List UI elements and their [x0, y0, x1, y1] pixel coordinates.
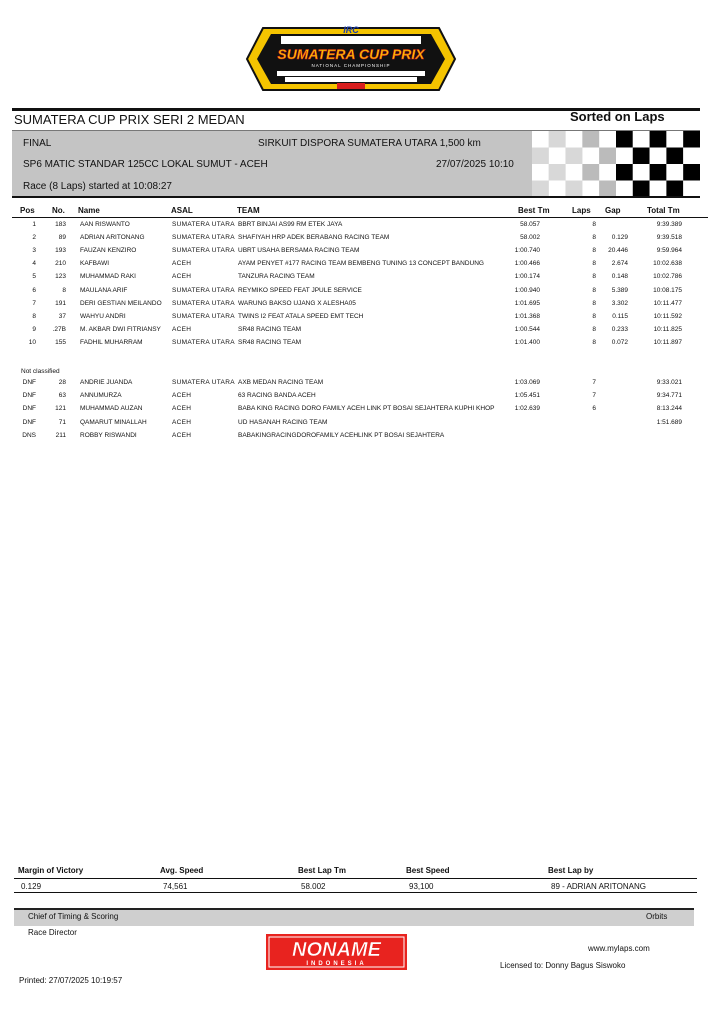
cell-total-tm: 10:02.786: [653, 273, 682, 281]
cell-asal: SUMATERA UTARA: [172, 234, 235, 242]
cell-total-tm: 10:11.825: [653, 325, 682, 333]
cell-no: 123: [55, 273, 66, 281]
mylaps-link[interactable]: www.mylaps.com: [588, 944, 650, 953]
cell-total-tm: 9:34.771: [656, 392, 682, 400]
event-title: SUMATERA CUP PRIX SERI 2 MEDAN: [14, 112, 245, 127]
margin-value: 0.129: [21, 882, 42, 891]
cell-name: KAFBAWI: [80, 260, 110, 268]
cell-best-tm: 1:05.451: [514, 392, 540, 400]
cell-pos: 6: [32, 286, 36, 294]
cell-name: MUHAMMAD RAKI: [80, 273, 136, 281]
cell-asal: ACEH: [172, 405, 192, 413]
cell-no: 8: [62, 286, 66, 294]
cell-asal: SUMATERA UTARA: [172, 379, 235, 386]
cell-gap: 2.674: [611, 260, 628, 268]
cell-asal: ACEH: [172, 273, 192, 281]
table-row: [0, 339, 721, 352]
band-bottom-line: [12, 196, 700, 198]
cell-pos: 8: [32, 312, 36, 320]
cell-name: QAMARUT MINALLAH: [80, 418, 147, 426]
col-no: No.: [52, 206, 65, 215]
cell-pos: 5: [32, 273, 36, 281]
race-info: Race (8 Laps) started at 10:08:27: [23, 181, 172, 192]
cell-total-tm: 10:11.477: [653, 299, 682, 307]
table-row: [0, 247, 721, 260]
table-row: [0, 379, 721, 392]
cell-laps: 8: [592, 247, 596, 255]
cell-no: .27B: [52, 325, 66, 333]
cell-asal: ACEH: [172, 392, 192, 400]
summary-rule-top: [14, 878, 697, 879]
table-row: [0, 432, 721, 445]
cell-laps: 7: [592, 392, 596, 400]
svg-text:INDONESIA: INDONESIA: [306, 961, 367, 967]
cell-best-tm: 1:00.940: [514, 286, 540, 294]
licensed-to: Licensed to: Donny Bagus Siswoko: [500, 961, 626, 970]
best-lap-tm-label: Best Lap Tm: [298, 866, 347, 875]
cell-name: M. AKBAR DWI FITRIANSY: [80, 325, 161, 333]
cell-pos: DNF: [22, 418, 36, 426]
cell-pos: 2: [32, 234, 36, 242]
cell-name: DERI GESTIAN MEILANDO: [80, 299, 162, 307]
cell-name: MUHAMMAD AUZAN: [80, 405, 143, 413]
chief-of-timing-label: Chief of Timing & Scoring: [28, 912, 119, 921]
cell-team: AYAM PENYET #177 RACING TEAM BEMBENG TUNING 13 CONCEPT BANDUNG: [238, 260, 484, 268]
cell-laps: 6: [592, 405, 596, 413]
cell-asal: SUMATERA UTARA: [172, 221, 235, 228]
cell-gap: 0.115: [612, 312, 628, 320]
cell-best-tm: 58.002: [520, 234, 540, 242]
cell-total-tm: 8:13.244: [656, 405, 682, 413]
cell-pos: 4: [32, 260, 36, 268]
cell-best-tm: 1:00.466: [514, 260, 540, 268]
table-row: [0, 221, 721, 234]
cell-gap: 5.389: [611, 286, 628, 294]
cell-no: 191: [55, 299, 66, 307]
cell-name: WAHYU ANDRI: [80, 312, 126, 320]
checkered-flag-icon: [532, 131, 700, 197]
cell-pos: DNF: [22, 405, 36, 413]
cell-team: BBRT BINJAI AS99 RM ETEK JAYA: [238, 221, 343, 228]
cell-no: 89: [58, 234, 66, 242]
cell-total-tm: 9:59.964: [656, 247, 682, 255]
cell-laps: 8: [592, 273, 596, 281]
circuit-label: SIRKUIT DISPORA SUMATERA UTARA 1,500 km: [258, 138, 481, 149]
cell-team: SR48 RACING TEAM: [238, 338, 302, 346]
cell-best-tm: 1:00.174: [514, 273, 540, 281]
cell-name: MAULANA ARIF: [80, 286, 128, 294]
cell-pos: 10: [28, 338, 36, 346]
avg-speed-value: 74,561: [163, 882, 188, 891]
cell-laps: 8: [592, 312, 596, 320]
cell-team: TWINS I2 FEAT ATALA SPEED EMT TECH: [238, 312, 364, 320]
cell-pos: DNS: [22, 431, 36, 439]
table-row: [0, 300, 721, 313]
cell-team: UD HASANAH RACING TEAM: [238, 418, 328, 426]
cell-gap: 0.233: [611, 325, 628, 333]
svg-text:NATIONAL CHAMPIONSHIP: NATIONAL CHAMPIONSHIP: [311, 63, 391, 68]
table-row: [0, 260, 721, 273]
table-row: [0, 392, 721, 405]
table-row: [0, 326, 721, 339]
orbits-label: Orbits: [646, 912, 668, 921]
cell-total-tm: 1:51.689: [656, 418, 682, 426]
cell-asal: SUMATERA UTARA: [172, 247, 235, 255]
best-speed-value: 93,100: [409, 882, 434, 891]
cell-best-tm: 1:01.368: [514, 312, 540, 320]
cell-best-tm: 1:01.400: [514, 338, 540, 346]
noname-indonesia-logo: [266, 934, 407, 970]
cell-asal: ACEH: [172, 418, 192, 426]
cell-best-tm: 58.057: [520, 221, 540, 228]
cell-laps: 8: [592, 338, 596, 346]
cell-asal: ACEH: [172, 260, 192, 268]
col-gap: Gap: [605, 206, 621, 215]
cell-team: SR48 RACING TEAM: [238, 325, 302, 333]
table-row: [0, 234, 721, 247]
cell-pos: 7: [32, 299, 36, 307]
col-team: TEAM: [237, 206, 260, 215]
cell-no: 210: [55, 260, 66, 268]
cell-name: FAUZAN KENZIRO: [80, 247, 137, 255]
col-laps: Laps: [572, 206, 591, 215]
avg-speed-label: Avg. Speed: [160, 866, 204, 875]
cell-no: 71: [58, 418, 66, 426]
cell-pos: 9: [32, 325, 36, 333]
col-best-tm: Best Tm: [518, 206, 550, 215]
cell-laps: 8: [592, 299, 596, 307]
col-asal: ASAL: [171, 206, 193, 215]
margin-label: Margin of Victory: [18, 866, 84, 875]
cell-laps: 8: [592, 260, 596, 268]
col-name: Name: [78, 206, 100, 215]
summary-rule-bottom: [14, 892, 697, 893]
cell-name: AAN RISWANTO: [80, 221, 130, 228]
col-pos: Pos: [20, 206, 35, 215]
cell-name: FADHIL MUHARRAM: [80, 338, 143, 346]
cell-best-tm: 1:02.639: [514, 405, 540, 413]
cell-team: BABA KING RACING DORO FAMILY ACEH LINK PT BOSAI SEJAHTERA KUPHI KHOP: [238, 405, 495, 413]
cell-laps: 8: [592, 286, 596, 294]
table-row: [0, 405, 721, 418]
cell-name: ANNUMURZA: [80, 392, 122, 400]
not-classified-label: Not classified: [21, 368, 60, 375]
best-speed-label: Best Speed: [406, 866, 450, 875]
table-row: [0, 273, 721, 286]
table-row: [0, 287, 721, 300]
svg-text:NONAME: NONAME: [292, 939, 381, 961]
cell-asal: SUMATERA UTARA: [172, 299, 235, 307]
cell-best-tm: 1:03.069: [514, 379, 540, 386]
cell-total-tm: 9:39.389: [656, 221, 682, 228]
cell-no: 155: [55, 338, 66, 346]
cell-best-tm: 1:00.544: [514, 325, 540, 333]
cell-team: 63 RACING BANDA ACEH: [238, 392, 316, 400]
cell-total-tm: 10:02.638: [653, 260, 682, 268]
cell-total-tm: 10:08.175: [653, 286, 682, 294]
svg-text:IRC: IRC: [343, 25, 359, 35]
datetime-label: 27/07/2025 10:10: [436, 159, 514, 170]
cell-best-tm: 1:00.740: [514, 247, 540, 255]
cell-no: 183: [55, 221, 66, 228]
race-director-label: Race Director: [28, 928, 77, 937]
cell-pos: DNF: [22, 379, 36, 386]
cell-no: 193: [55, 247, 66, 255]
header-rule: [12, 217, 708, 218]
table-row: [0, 419, 721, 432]
cell-team: WARUNG BAKSO UJANG X ALESHA05: [238, 299, 356, 307]
session-label: FINAL: [23, 138, 52, 149]
cell-no: 211: [55, 431, 66, 439]
cell-gap: 0.148: [611, 273, 628, 281]
cell-team: BABAKINGRACINGDOROFAMILY ACEHLINK PT BOSAI SEJAHTERA: [238, 431, 445, 439]
cell-laps: 8: [592, 325, 596, 333]
cell-asal: ACEH: [172, 431, 192, 439]
cell-asal: SUMATERA UTARA: [172, 338, 235, 346]
cell-no: 63: [58, 392, 66, 400]
cell-no: 121: [55, 405, 66, 413]
cell-no: 37: [58, 312, 66, 320]
cell-total-tm: 10:11.897: [653, 338, 682, 346]
class-label: SP6 MATIC STANDAR 125CC LOKAL SUMUT - ACEH: [23, 159, 268, 170]
cell-total-tm: 9:33.021: [656, 379, 682, 386]
cell-pos: 3: [32, 247, 36, 255]
cell-team: REYMIKO SPEED FEAT JPULE SERVICE: [238, 286, 362, 294]
cell-gap: 0.129: [611, 234, 628, 242]
cell-team: SHAFIYAH HRP ADEK BERABANG RACING TEAM: [238, 234, 390, 242]
cell-total-tm: 9:39.518: [656, 234, 682, 242]
svg-text:SUMATERA CUP PRIX: SUMATERA CUP PRIX: [277, 46, 425, 62]
cell-team: TANZURA RACING TEAM: [238, 273, 315, 281]
cell-asal: ACEH: [172, 325, 192, 333]
cell-asal: SUMATERA UTARA: [172, 312, 235, 320]
cell-team: UBRT USAHA BERSAMA RACING TEAM: [238, 247, 360, 255]
cell-total-tm: 10:11.592: [653, 312, 682, 320]
cell-no: 28: [58, 379, 66, 386]
cell-best-tm: 1:01.695: [514, 299, 540, 307]
cell-laps: 8: [592, 221, 596, 228]
cell-gap: 20.446: [608, 247, 628, 255]
cell-asal: SUMATERA UTARA: [172, 286, 235, 294]
cell-name: ROBBY RISWANDI: [80, 431, 137, 439]
cell-team: AXB MEDAN RACING TEAM: [238, 379, 324, 386]
cell-gap: 3.302: [611, 299, 628, 307]
event-logo: [245, 22, 457, 96]
sorted-label: Sorted on Laps: [570, 109, 665, 124]
cell-laps: 7: [592, 379, 596, 386]
best-lap-by-label: Best Lap by: [548, 866, 594, 875]
best-lap-by-value: 89 - ADRIAN ARITONANG: [551, 882, 646, 891]
cell-name: ANDRIE JUANDA: [80, 379, 133, 386]
cell-gap: 0.072: [611, 338, 628, 346]
best-lap-tm-value: 58.002: [301, 882, 326, 891]
cell-name: ADRIAN ARITONANG: [80, 234, 145, 242]
table-row: [0, 313, 721, 326]
col-total-tm: Total Tm: [647, 206, 680, 215]
cell-pos: 1: [32, 221, 36, 228]
cell-laps: 8: [592, 234, 596, 242]
cell-pos: DNF: [22, 392, 36, 400]
printed-timestamp: Printed: 27/07/2025 10:19:57: [19, 976, 123, 985]
